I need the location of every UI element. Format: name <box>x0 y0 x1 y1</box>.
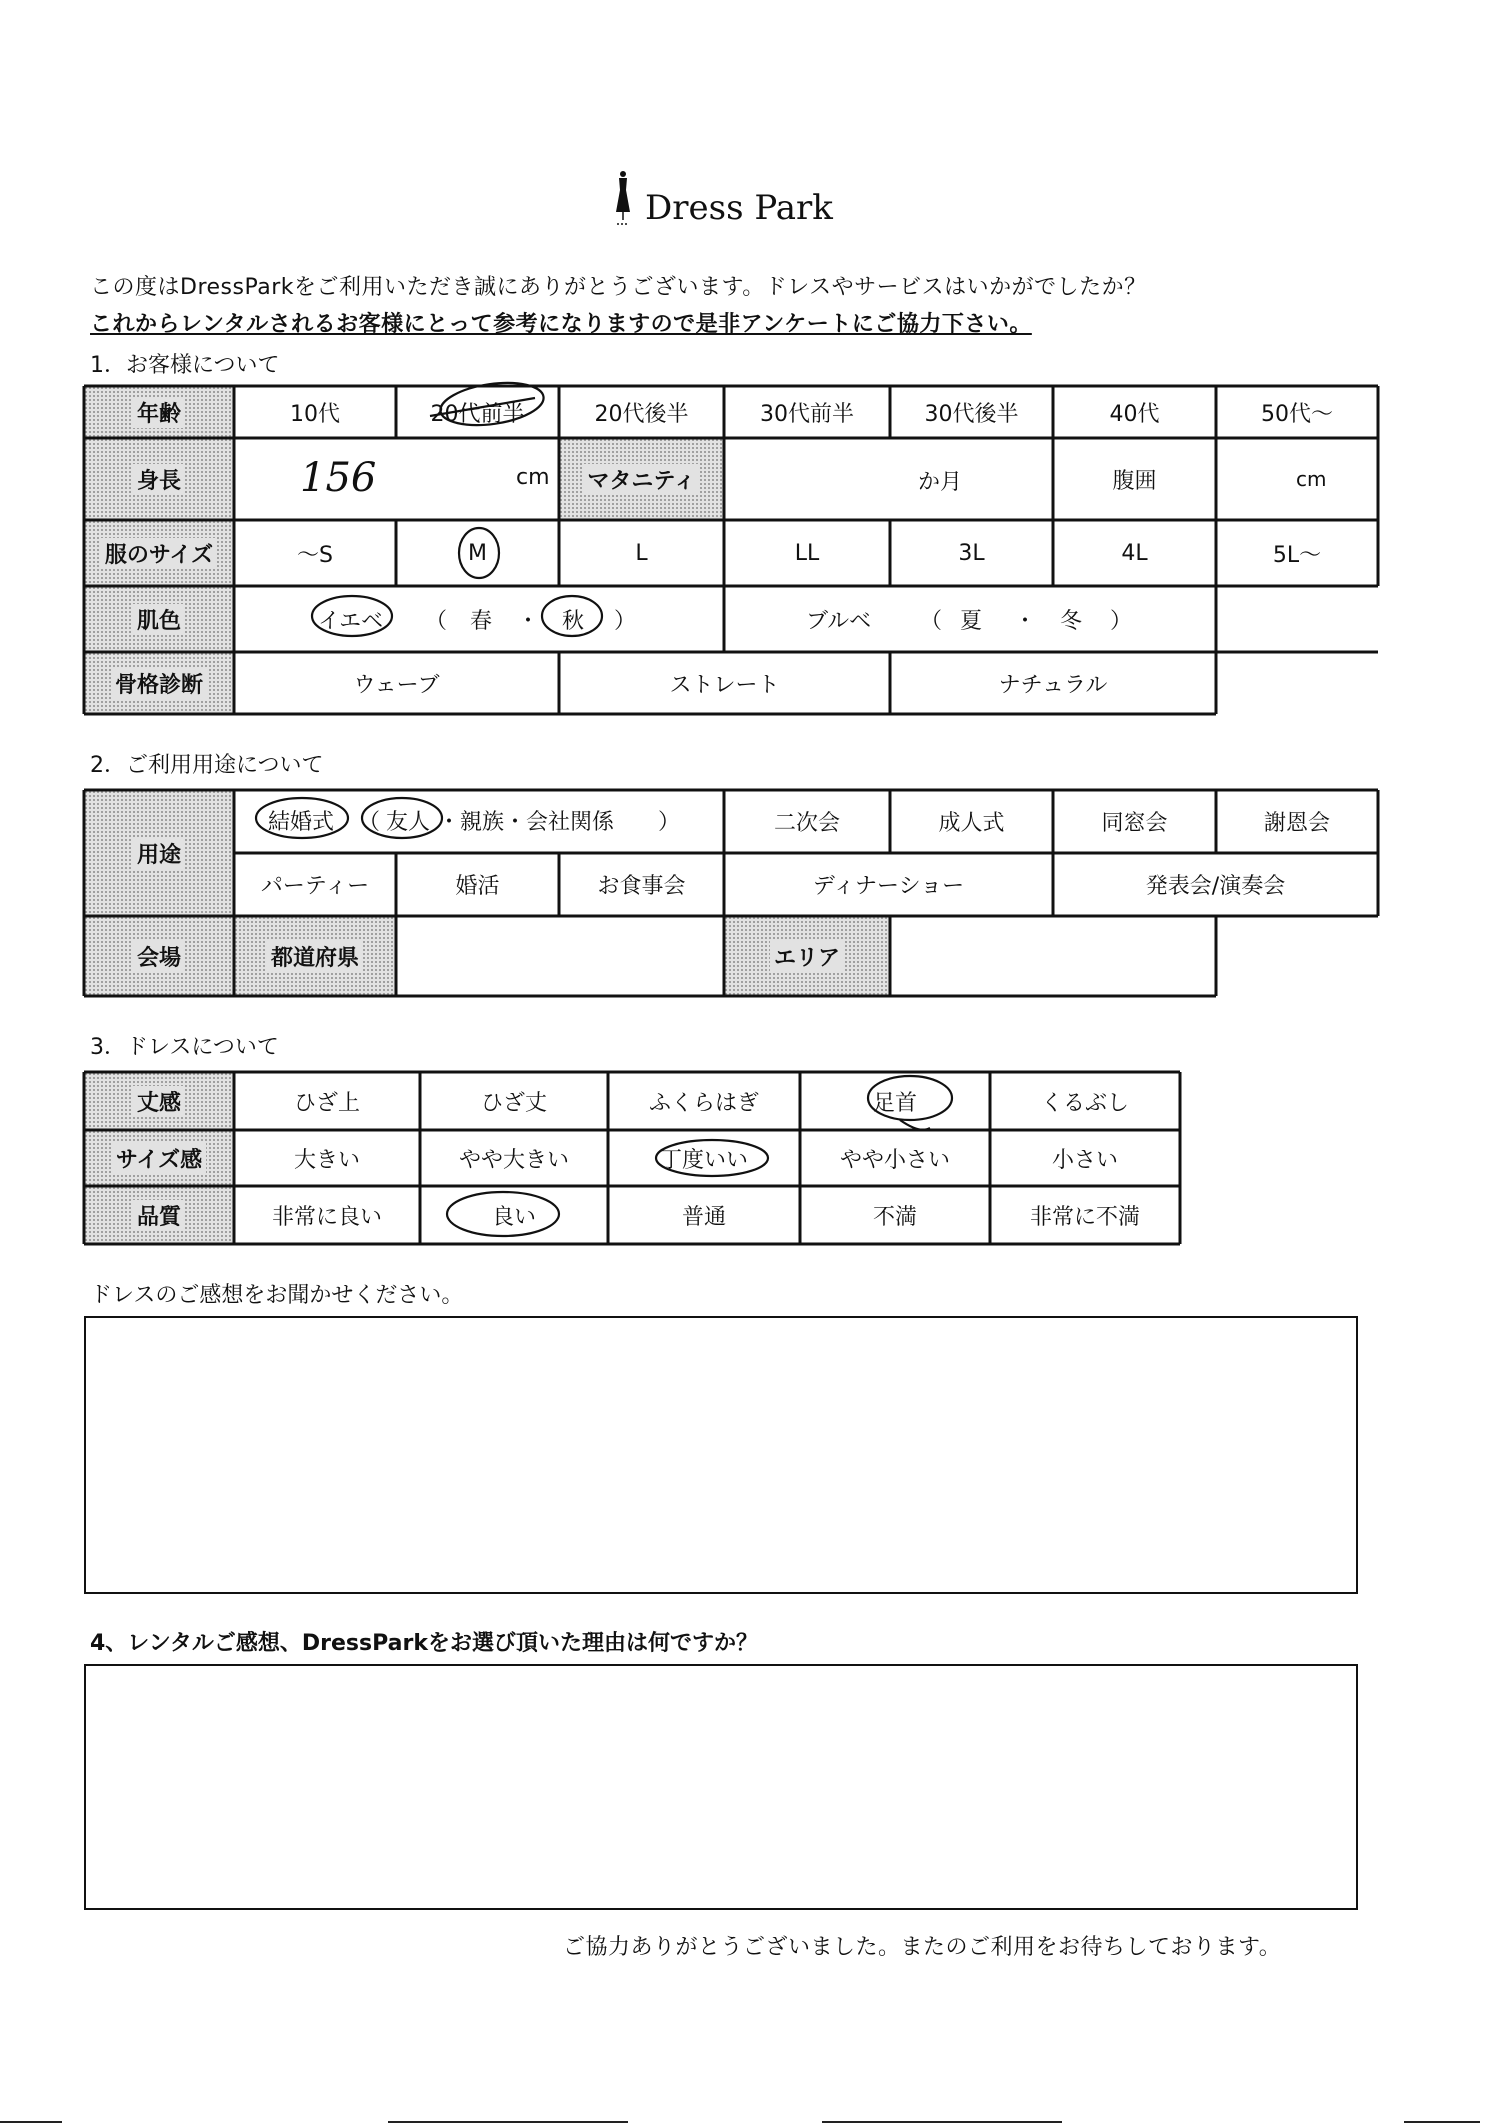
size-option[interactable]: 3L <box>958 540 985 566</box>
size-option[interactable]: 5L〜 <box>1272 542 1322 568</box>
fit-option[interactable]: 大きい <box>293 1147 360 1173</box>
size-label: 服のサイズ <box>84 520 234 586</box>
quality-option[interactable]: 普通 <box>681 1204 726 1230</box>
height-label: 身長 <box>84 438 234 520</box>
intro-request: これからレンタルされるお客様にとって参考になりますので是非アンケートにご協力下さい。 <box>90 312 1032 337</box>
usage-wedding-open: （ <box>358 810 381 835</box>
skin-yellow-option[interactable]: イエベ <box>318 609 384 634</box>
age-label: 年齢 <box>84 386 234 438</box>
height-value[interactable]: 156 <box>300 455 377 501</box>
maternity-months-unit: か月 <box>918 470 963 495</box>
skin-yellow-close: ） <box>614 609 637 634</box>
length-option[interactable]: くるぶし <box>1040 1090 1129 1116</box>
fit-option-selected[interactable]: 丁度いい <box>659 1147 748 1173</box>
age-option[interactable]: 40代 <box>1109 401 1160 427</box>
length-option[interactable]: ひざ上 <box>293 1090 360 1116</box>
usage-option[interactable]: 発表会/演奏会 <box>1145 874 1286 899</box>
length-option-selected[interactable]: 足首 <box>872 1090 917 1116</box>
intro-text: この度はDressParkをご利用いただき誠にありがとうございます。ドレスやサービスはいかがでしたか？ <box>90 275 1147 300</box>
skin-blue-open: （ <box>920 609 943 634</box>
skin-summer-option[interactable]: 夏 <box>960 609 983 634</box>
age-option[interactable]: 10代 <box>290 401 340 427</box>
venue-label: 会場 <box>84 916 234 996</box>
skeleton-option[interactable]: ナチュラル <box>998 672 1108 698</box>
usage-wedding-close: ） <box>658 810 681 835</box>
footer-thanks: ご協力ありがとうございました。またのご利用をお待ちしております。 <box>563 1935 1282 1960</box>
skin-blue-close: ） <box>1110 609 1133 634</box>
fit-option[interactable]: やや大きい <box>458 1147 569 1173</box>
size-option[interactable]: 4L <box>1121 540 1148 566</box>
age-option-selected[interactable]: 20代前半 <box>430 401 525 427</box>
usage-label: 用途 <box>84 790 234 916</box>
prefecture-label: 都道府県 <box>234 916 396 996</box>
skeleton-option[interactable]: ウェーブ <box>353 672 440 698</box>
skin-yellow-sep: ・ <box>517 609 540 634</box>
skin-spring-option[interactable]: 春 <box>470 609 493 634</box>
usage-option[interactable]: お食事会 <box>597 874 686 899</box>
quality-option[interactable]: 不満 <box>872 1204 917 1230</box>
section2-title: 2．ご利用用途について <box>90 753 324 778</box>
usage-option[interactable]: 成人式 <box>938 811 1005 836</box>
skin-blue-sep: ・ <box>1014 609 1037 634</box>
waist-label: 腹囲 <box>1112 468 1157 494</box>
section3-title: 3．ドレスについて <box>90 1035 279 1060</box>
quality-option-selected[interactable]: 良い <box>491 1204 536 1230</box>
skin-blue-option[interactable]: ブルベ <box>806 609 872 634</box>
usage-option[interactable]: パーティー <box>260 874 370 899</box>
skeleton-label: 骨格診断 <box>84 652 234 714</box>
length-option[interactable]: ふくらはぎ <box>648 1090 759 1116</box>
size-option-selected[interactable]: M <box>468 540 487 566</box>
usage-option[interactable]: 二次会 <box>773 811 840 836</box>
size-option[interactable]: L <box>635 540 648 566</box>
usage-friend-option[interactable]: 友人 <box>386 810 431 835</box>
size-option[interactable]: 〜S <box>297 542 333 568</box>
height-unit: cm <box>516 465 550 490</box>
fit-option[interactable]: 小さい <box>1051 1147 1118 1173</box>
quality-option[interactable]: 非常に不満 <box>1029 1204 1140 1230</box>
length-label: 丈感 <box>84 1072 234 1130</box>
waist-unit: cm <box>1296 467 1327 491</box>
age-option[interactable]: 30代前半 <box>760 401 854 427</box>
age-option[interactable]: 20代後半 <box>594 401 689 427</box>
area-label: エリア <box>724 916 890 996</box>
size-option[interactable]: LL <box>794 540 820 566</box>
skin-label: 肌色 <box>84 586 234 652</box>
quality-label: 品質 <box>84 1186 234 1244</box>
logo-text: Dress Park <box>645 188 833 228</box>
usage-option[interactable]: 謝恩会 <box>1263 811 1330 836</box>
fit-label: サイズ感 <box>84 1130 234 1186</box>
age-option[interactable]: 50代〜 <box>1261 401 1333 427</box>
age-option[interactable]: 30代後半 <box>924 401 1019 427</box>
dress-comment-prompt: ドレスのご感想をお聞かせください。 <box>90 1283 464 1308</box>
usage-family-company[interactable]: ・親族・会社関係 <box>438 810 615 835</box>
maternity-label: マタニティ <box>559 438 724 520</box>
usage-wedding-option[interactable]: 結婚式 <box>268 810 335 835</box>
usage-option[interactable]: 同窓会 <box>1101 811 1168 836</box>
skin-autumn-option[interactable]: 秋 <box>562 609 585 634</box>
section4-title: 4、レンタルご感想、DressParkをお選び頂いた理由は何ですか？ <box>90 1631 758 1656</box>
skin-yellow-open: （ <box>425 609 448 634</box>
length-option[interactable]: ひざ丈 <box>480 1090 547 1116</box>
usage-option[interactable]: ディナーショー <box>812 874 965 899</box>
skeleton-option[interactable]: ストレート <box>669 672 780 698</box>
usage-option[interactable]: 婚活 <box>455 874 500 899</box>
fit-option[interactable]: やや小さい <box>839 1147 950 1173</box>
skin-winter-option[interactable]: 冬 <box>1060 609 1083 634</box>
section1-title: 1．お客様について <box>90 353 280 378</box>
quality-option[interactable]: 非常に良い <box>271 1204 382 1230</box>
